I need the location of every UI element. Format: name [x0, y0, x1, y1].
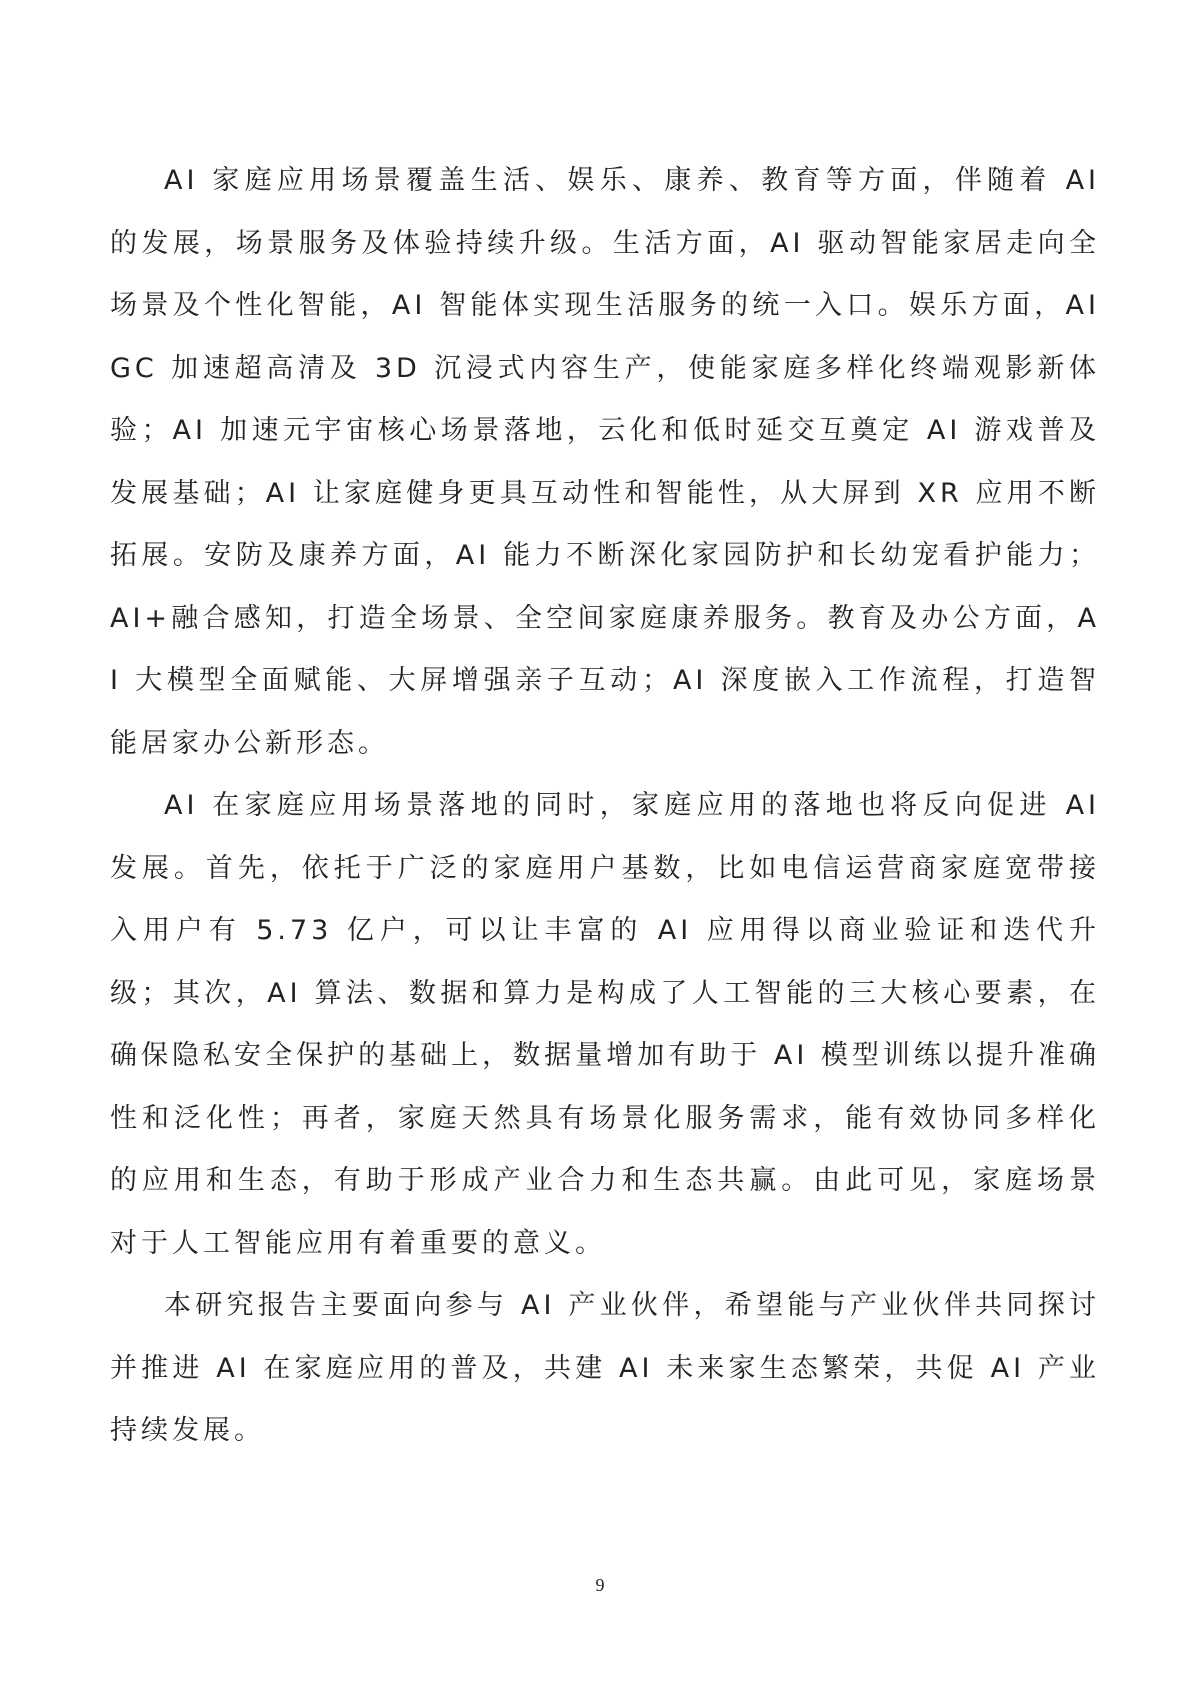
page-number: 9 [595, 1575, 605, 1595]
paragraph-report-purpose: 本研究报告主要面向参与 AI 产业伙伴，希望能与产业伙伴共同探讨并推进 AI 在家庭应用的普及，共建 AI 未来家生态繁荣，共促 AI 产业持续发展。 [110, 1290, 1100, 1446]
body-text [110, 150, 1100, 1463]
paragraph-ai-home-scenarios: AI 家庭应用场景覆盖生活、娱乐、康养、教育等方面，伴随着 AI 的发展，场景服务及体验持续升级。生活方面，AI 驱动智能家居走向全场景及个性化智能，AI 智能体实现生活服务的统一入口。娱乐方面，AIGC 加速超高清及 3D 沉浸式内容生产，使能家庭多样化终端观影新体验；AI 加速元宇宙核心场景落地，云化和低时延交互奠定 AI 游戏普及发展基础；AI 让家庭健身更具互动性和智能性，从大屏到 XR 应用不断拓展。安防及康养方面，AI 能力不断深化家园防护和长幼宠看护能力；AI+融合感知，打造全场景、全空间家庭康养服务。教育及办公方面，AI 大模型全面赋能、大屏增强亲子互动；AI 深度嵌入工作流程，打造智能居家办公新形态。 [110, 165, 1100, 759]
paragraph-home-promotes-ai: AI 在家庭应用场景落地的同时，家庭应用的落地也将反向促进 AI 发展。首先，依托于广泛的家庭用户基数，比如电信运营商家庭宽带接入用户有 5.73 亿户，可以让丰富的 AI 应用得以商业验证和迭代升级；其次，AI 算法、数据和算力是构成了人工智能的三大核心要素，在确保隐私安全保护的基础上，数据量增加有助于 AI 模型训练以提升准确性和泛化性；再者，家庭天然具有场景化服务需求，能有效协同多样化的应用和生态，有助于形成产业合力和生态共赢。由此可见，家庭场景对于人工智能应用有着重要的意义。 [110, 790, 1100, 1259]
